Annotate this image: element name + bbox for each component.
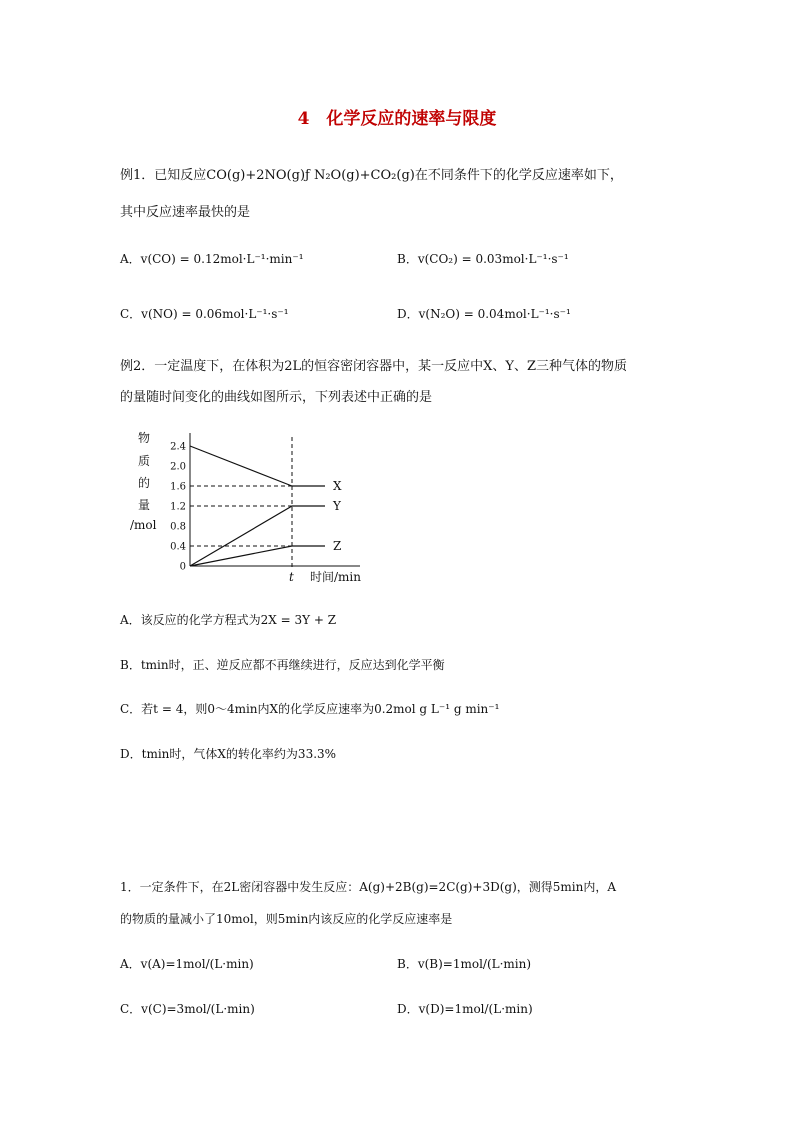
ex1-option-b[interactable]: B．v(CO₂) = 0.03mol·L⁻¹·s⁻¹ xyxy=(397,252,569,266)
y-tick-label: 1.6 xyxy=(170,481,186,493)
q1-option-d[interactable]: D．v(D)=1mol/(L·min) xyxy=(397,1002,533,1016)
ex1-equation: CO(g)+2NO(g)ƒ N₂O(g)+CO₂(g) xyxy=(206,168,415,183)
q1-option-b[interactable]: B．v(B)=1mol/(L·min) xyxy=(397,957,532,971)
ex1-option-d[interactable]: D．v(N₂O) = 0.04mol·L⁻¹·s⁻¹ xyxy=(397,307,571,321)
page-title: 4 化学反应的速率与限度 xyxy=(297,109,497,129)
ylabel-char-1: 质 xyxy=(138,454,151,468)
q1-stem-line2: 的物质的量减小了10mol，则5min内该反应的化学反应速率是 xyxy=(120,912,453,926)
q1-option-a[interactable]: A．v(A)=1mol/(L·min) xyxy=(120,957,254,971)
series-x-slope xyxy=(190,446,292,486)
ex2-option-d[interactable]: D．tmin时，气体X的转化率约为33.3% xyxy=(120,747,337,761)
ylabel-char-2: 的 xyxy=(138,476,151,490)
q1-stem-line1: 1．一定条件下，在2L密闭容器中发生反应：A(g)+2B(g)=2C(g)+3D(g)，测得5min内，A xyxy=(120,880,617,894)
ex2-stem-line2: 的量随时间变化的曲线如图所示，下列表述中正确的是 xyxy=(120,390,433,405)
series-label-z: Z xyxy=(333,539,342,553)
series-label-x: X xyxy=(333,479,342,493)
ex2-stem-line1: 例2．一定温度下，在体积为2L的恒容密闭容器中，某一反应中X、Y、Z三种气体的物质 xyxy=(120,359,628,374)
chart-series xyxy=(190,446,342,566)
q1-option-c[interactable]: C．v(C)=3mol/(L·min) xyxy=(120,1002,255,1016)
y-tick-label: 1.2 xyxy=(170,501,186,513)
y-tick-label: 0.8 xyxy=(170,521,186,533)
y-tick-label: 0 xyxy=(179,561,186,573)
ylabel-char-0: 物 xyxy=(138,431,151,445)
ylabel-char-4: /mol xyxy=(130,518,157,532)
ex2-option-a[interactable]: A．该反应的化学方程式为2X = 3Y + Z xyxy=(120,613,337,627)
ex1-option-c[interactable]: C．v(NO) = 0.06mol·L⁻¹·s⁻¹ xyxy=(120,307,289,321)
series-y-slope xyxy=(190,506,292,566)
ylabel-char-3: 量 xyxy=(138,498,151,512)
x-marker-t: t xyxy=(289,570,294,584)
ex1-stem-pre: 例1．已知反应 xyxy=(120,168,207,183)
y-ticks xyxy=(170,442,186,573)
y-tick-label: 2.0 xyxy=(170,461,186,473)
y-tick-label: 0.4 xyxy=(170,541,186,553)
series-label-y: Y xyxy=(333,499,341,513)
ex2-option-b[interactable]: B．tmin时，正、逆反应都不再继续进行，反应达到化学平衡 xyxy=(120,658,445,672)
ex1-stem-line2: 其中反应速率最快的是 xyxy=(120,205,251,220)
series-z-slope xyxy=(190,546,292,566)
ex1-option-a[interactable]: A．v(CO) = 0.12mol·L⁻¹·min⁻¹ xyxy=(120,252,304,266)
amount-time-chart xyxy=(120,425,380,590)
x-axis-label: 时间/min xyxy=(310,570,361,584)
ex1-stem-line1 xyxy=(120,164,623,183)
ex2-option-c[interactable]: C．若t = 4，则0～4min内X的化学反应速率为0.2mol g L⁻¹ g min⁻¹ xyxy=(120,702,500,716)
y-tick-label: 2.4 xyxy=(170,441,186,453)
ex1-stem-post: 在不同条件下的化学反应速率如下， xyxy=(414,168,623,183)
